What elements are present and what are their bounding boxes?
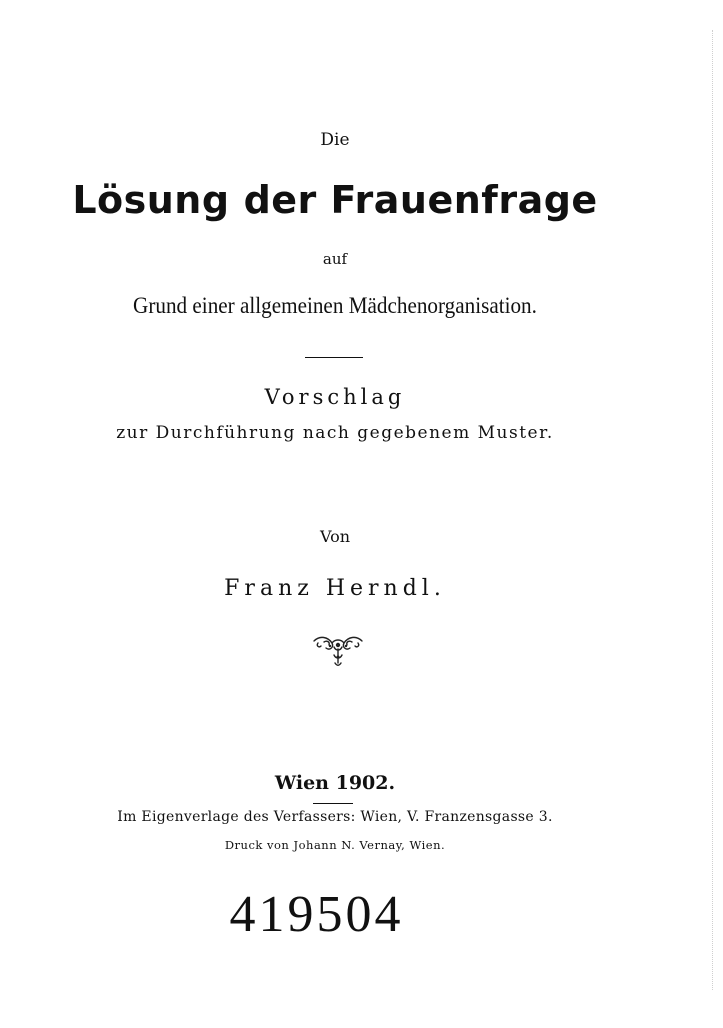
- catalog-number: 419504: [229, 886, 404, 943]
- author-name: Franz Herndl.: [224, 576, 446, 601]
- subtitle: Grund einer allgemeinen Mädchenorganisation.: [133, 293, 537, 318]
- main-title-word-2: der Frauenfrage: [243, 178, 598, 222]
- printer-line: Druck von Johann N. Vernay, Wien.: [224, 838, 446, 852]
- publisher-line: Im Eigenverlage des Verfassers: Wien, V. Franzensgasse 3.: [117, 809, 553, 825]
- main-title-word-1: Lösung: [72, 178, 230, 222]
- main-title: [0, 178, 670, 222]
- place-and-year: Wien 1902.: [274, 772, 396, 794]
- divider-rule: [305, 357, 363, 358]
- proposal-description: zur Durchführung nach gegebenem Muster.: [116, 423, 554, 443]
- byline-label: Von: [319, 527, 351, 546]
- scan-margin-marks: [712, 30, 715, 990]
- imprint-rule: [313, 803, 353, 804]
- floral-ornament-icon: [310, 633, 366, 669]
- title-article: Die: [320, 130, 350, 150]
- title-connector: auf: [322, 250, 348, 268]
- proposal-heading: Vorschlag: [264, 385, 406, 409]
